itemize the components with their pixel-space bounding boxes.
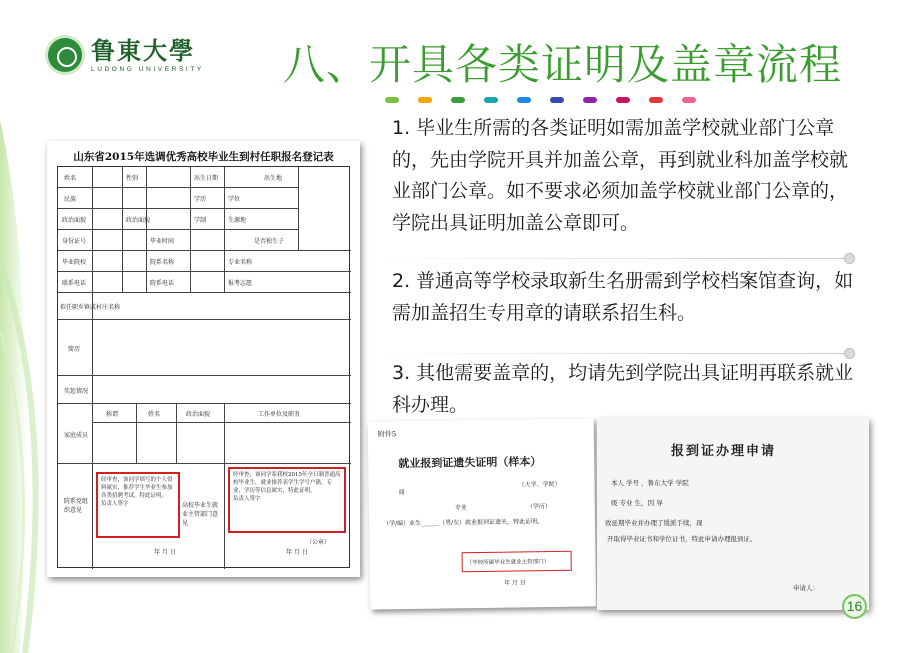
- label-dept-phone: 院系电话: [150, 280, 175, 287]
- logo-english-name: LUDONG UNIVERSITY: [91, 65, 204, 73]
- lost-certificate-image: [368, 418, 597, 609]
- certificate-title: 就业报到证遗失证明（样本）: [398, 455, 542, 471]
- label-wish: 报考志愿: [228, 280, 253, 287]
- divider-line-2: [370, 353, 850, 354]
- cert-date: 年 月 日: [503, 579, 526, 587]
- application-line-3: 致延期毕业并办理了缓派手续，现: [605, 519, 703, 527]
- label-department: 院系名称: [150, 259, 175, 266]
- accent-dot: [583, 97, 597, 103]
- accent-dot: [418, 97, 432, 103]
- label-birthdate: 出生日期: [194, 175, 219, 182]
- application-title: 报到证办理申请: [671, 444, 777, 459]
- paragraph-1: 1. 毕业生所需的各类证明如需加盖学校就业部门公章的，先由学院开具并加盖公章，再到就业科加盖学校就业部门公章。如不要求必须加盖学校就业部门公章的，学院出具证明加盖公章即可。: [392, 117, 849, 234]
- family-col-political: 政治面貌: [186, 411, 211, 418]
- page-number-badge: 16: [842, 594, 867, 619]
- application-image: [597, 418, 869, 610]
- label-review: 院系党组织意见: [64, 498, 89, 514]
- label-major: 专业名称: [228, 259, 253, 266]
- registration-form-image: [47, 141, 360, 577]
- slide-title: 八、开具各类证明及盖章流程: [283, 40, 843, 89]
- label-employment-dept: 高校毕业生就业主管部门意见: [182, 502, 219, 527]
- accent-dot: [682, 97, 696, 103]
- attachment-label: 附件5: [377, 430, 397, 439]
- divider-line-1: [370, 258, 850, 259]
- label-political: 政治面貌: [62, 217, 87, 224]
- college-opinion-sign: 负责人签字: [101, 501, 129, 507]
- employment-dept-date: 年 月 日: [286, 549, 308, 556]
- form-title: 山东省2015年选调优秀高校毕业生到村任职报名登记表: [73, 151, 334, 163]
- cert-line-body: （学/编）业生______（男/女）就业报到证遗失，特此证明。: [383, 518, 544, 528]
- family-col-title: 称谓: [106, 411, 119, 418]
- label-phone: 联系电话: [62, 280, 87, 287]
- label-only-child: 是否独生子: [254, 238, 285, 245]
- cert-line-year: 届: [398, 489, 405, 497]
- label-id-number: 身份证号: [62, 238, 87, 245]
- employment-dept-text: 经审查，该同学系我校2015年全日制普通高校毕业生，就业推荐表学生学号户籍，专业、学历等信息属实，特此证明。: [233, 472, 341, 494]
- label-gender: 性别: [126, 175, 139, 182]
- accent-dot: [550, 97, 564, 103]
- form-grid: [57, 166, 350, 568]
- logo-chinese-name: 鲁東大學: [91, 35, 195, 65]
- college-opinion-text: 经审查，该同学填写的个人资料属实，推荐学生毕业生参加各类招聘考试，特此证明。: [101, 477, 173, 499]
- cert-line-degree: （学历）: [526, 503, 551, 511]
- family-col-name: 姓名: [148, 411, 161, 418]
- application-line-4: 开取得毕业证书和学位证书，特此申请办理报到证。: [607, 535, 757, 543]
- label-name: 姓名: [64, 175, 77, 182]
- label-education: 学历: [194, 196, 207, 203]
- label-ethnicity: 民族: [64, 196, 77, 203]
- college-opinion-date: 年 月 日: [154, 549, 176, 556]
- application-line-2: 级 专业 生，因 导: [611, 499, 663, 507]
- paragraph-3: 3. 其他需要盖章的，均请先到学院出具证明再联系就业科办理。: [392, 362, 854, 416]
- accent-dot: [484, 97, 498, 103]
- accent-dot: [451, 97, 465, 103]
- cert-line-major: 专业: [454, 504, 467, 512]
- family-col-work: 工作单位及职务: [258, 411, 301, 418]
- accent-dot: [517, 97, 531, 103]
- accent-dot: [649, 97, 663, 103]
- cert-line-school: （大学、学院）: [518, 480, 561, 489]
- label-birthplace: 出生地: [264, 175, 283, 182]
- divider-dot-1: [844, 253, 855, 264]
- accent-dot: [385, 97, 399, 103]
- employment-dept-stamp: （公章）: [306, 539, 331, 546]
- label-political-2: 政治面貌: [126, 217, 151, 224]
- cert-stamp-text: （学校所属毕业生就业主管部门）: [466, 559, 550, 567]
- label-degree: 学位: [228, 196, 241, 203]
- application-line-1: 本人 学号 ，鲁东大学 学院: [611, 479, 689, 487]
- employment-dept-box: [228, 467, 346, 533]
- label-schooling: 学制: [194, 217, 207, 224]
- paragraph-2: 2. 普通高等学校录取新生名册需到学校档案馆查询，如需加盖招生专用章的请联系招生科。: [392, 270, 854, 324]
- accent-dot: [616, 97, 630, 103]
- label-graduation-time: 毕业时间: [150, 238, 175, 245]
- label-origin: 生源地: [228, 217, 247, 224]
- university-logo: [45, 35, 204, 75]
- university-seal-icon: [45, 35, 85, 75]
- label-target-village: 拟任职乡镇或村庄名称: [60, 304, 121, 311]
- label-school: 毕业院校: [62, 259, 87, 266]
- college-opinion-box: [96, 472, 180, 538]
- accent-dots: [385, 97, 715, 103]
- cert-stamp-box: [462, 551, 572, 573]
- label-resume: 简历: [68, 346, 81, 353]
- label-awards: 奖惩情况: [64, 388, 89, 395]
- employment-dept-sign: 负责人签字: [233, 496, 261, 502]
- label-family: 家庭成员: [64, 432, 89, 439]
- application-signature: 申请人：: [793, 584, 819, 592]
